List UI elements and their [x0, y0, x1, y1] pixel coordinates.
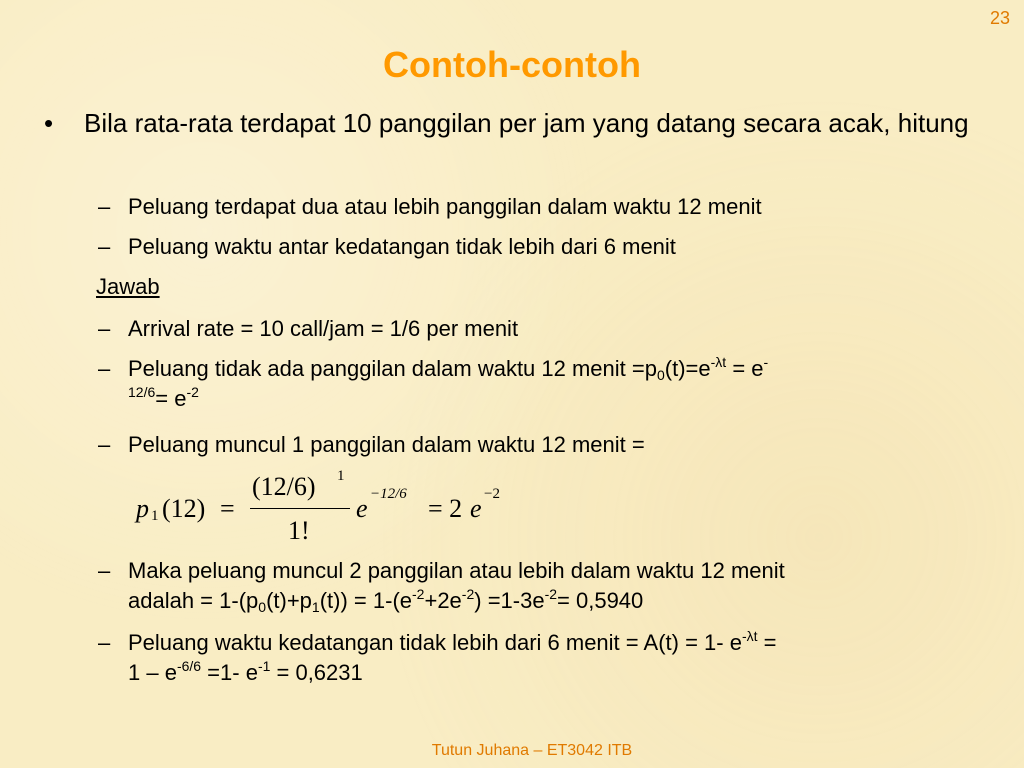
formula-equals: = [220, 494, 235, 523]
text-run: =1- e [201, 660, 258, 685]
superscript: - [763, 354, 769, 370]
formula-e2: e [470, 494, 482, 523]
text-run: (t)=e [664, 356, 711, 381]
answer-item [98, 556, 988, 616]
superscript: -2 [186, 384, 199, 400]
subscript: 1 [311, 599, 320, 615]
text-run: Peluang tidak ada panggilan dalam waktu 12 menit =p [128, 356, 657, 381]
main-bullet-text: Bila rata-rata terdapat 10 panggilan per jam yang datang secara acak, hitung [84, 108, 969, 138]
dash-icon: – [98, 316, 111, 341]
footer: Tutun Juhana – ET3042 ITB [431, 742, 633, 759]
superscript: -2 [412, 586, 425, 602]
answer-item [98, 354, 988, 414]
superscript: -6/6 [176, 658, 202, 674]
answer-text [128, 628, 988, 688]
answer-text: Peluang muncul 1 panggilan dalam waktu 12 menit = [128, 432, 645, 457]
superscript: -λt [741, 628, 758, 644]
dash-icon: – [98, 356, 111, 381]
superscript: -λt [710, 354, 727, 370]
text-run: = [757, 630, 777, 655]
text-run: adalah = 1-(p [128, 588, 259, 613]
dash-icon: – [98, 432, 111, 457]
page-number: 23 [989, 8, 1010, 28]
slide-title: Contoh-contoh [383, 44, 641, 85]
dash-icon: – [98, 194, 111, 219]
subscript: 0 [656, 367, 665, 383]
jawab-label: Jawab [96, 274, 160, 299]
formula-e: e [356, 494, 368, 523]
formula-denominator: 1! [288, 516, 310, 545]
answer-item [98, 314, 988, 344]
dash-icon: – [98, 234, 111, 259]
text-run: = 0,6231 [270, 660, 363, 685]
text-run: = e [155, 386, 187, 411]
answer-text [128, 354, 988, 414]
superscript: -2 [461, 586, 475, 602]
superscript: -1 [257, 658, 271, 674]
question-item [98, 192, 988, 222]
formula-numerator-sup: 1 [337, 468, 345, 484]
superscript: 12/6 [128, 384, 156, 400]
text-run: ) =1-3e [474, 588, 545, 613]
formula-e2-sup: −2 [484, 486, 500, 502]
bullet-icon: • [44, 108, 54, 138]
formula-numerator: (12/6) [252, 472, 316, 501]
fraction-bar [250, 508, 350, 509]
poisson-formula [132, 466, 532, 556]
text-run: +2e [424, 588, 462, 613]
text-run: 1 – e [128, 660, 177, 685]
text-run: = 0,5940 [557, 588, 644, 613]
question-text: Peluang waktu antar kedatangan tidak lebih dari 6 menit [128, 234, 676, 259]
formula-p: p [136, 494, 149, 523]
subscript: 0 [258, 599, 267, 615]
formula-argument: (12) [162, 494, 206, 523]
dash-icon: – [98, 630, 111, 655]
text-run: Peluang waktu kedatangan tidak lebih dari 6 menit = A(t) = 1- e [128, 630, 742, 655]
answer-text: Arrival rate = 10 call/jam = 1/6 per menit [128, 316, 519, 341]
answer-item [98, 430, 988, 460]
answer-item [98, 628, 988, 688]
question-text: Peluang terdapat dua atau lebih panggilan dalam waktu 12 menit [128, 194, 762, 219]
formula-equals-2: = 2 [428, 494, 463, 523]
main-bullet [44, 104, 1004, 142]
dash-icon: – [98, 558, 111, 583]
text-run: Maka peluang muncul 2 panggilan atau lebih dalam waktu 12 menit [128, 558, 785, 583]
superscript: -2 [544, 586, 558, 602]
answer-text [128, 556, 988, 616]
formula-p-subscript: 1 [151, 508, 159, 524]
formula-e-sup: −12/6 [370, 486, 407, 502]
text-run: (t)+p [266, 588, 312, 613]
text-run: (t)) = 1-(e [319, 588, 413, 613]
question-item [98, 232, 988, 262]
text-run: = e [726, 356, 764, 381]
